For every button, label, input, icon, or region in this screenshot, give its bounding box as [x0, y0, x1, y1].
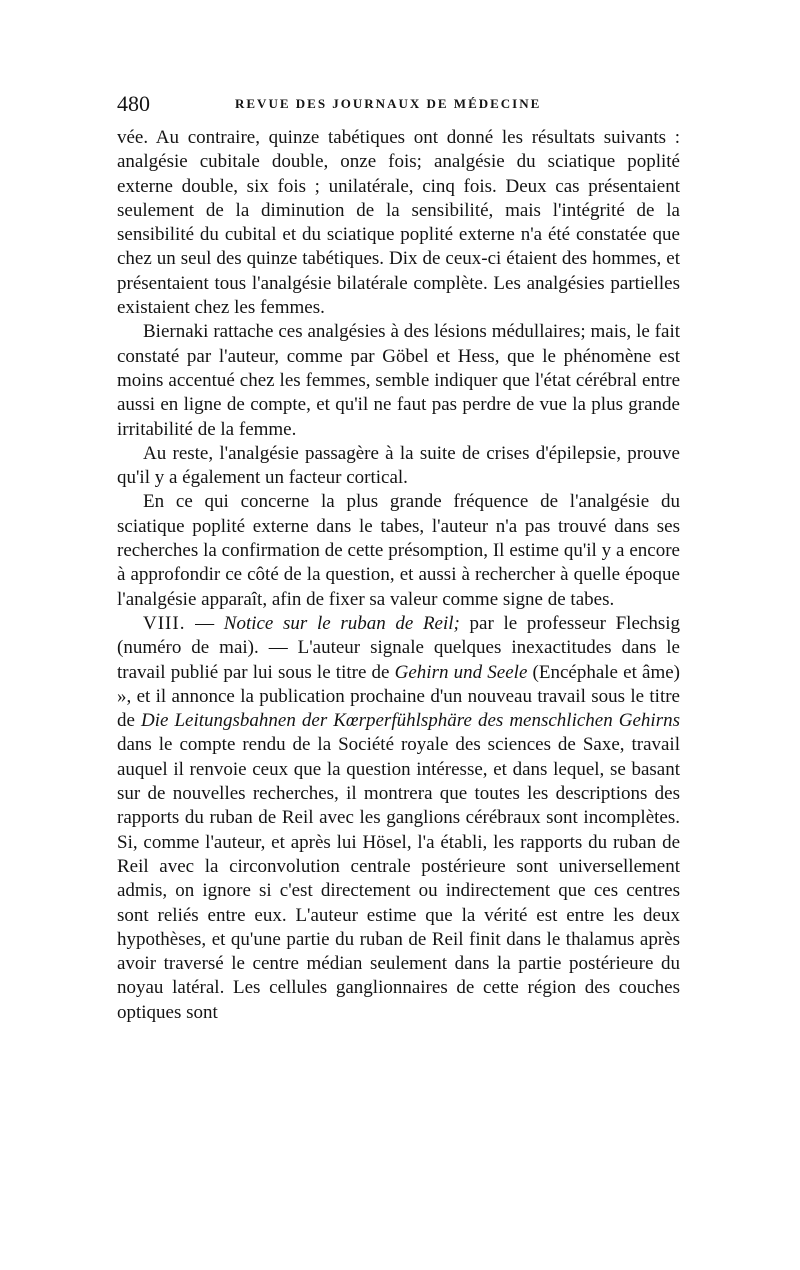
paragraph-1: vée. Au contraire, quinze tabétiques ont donné les résultats suivants : analgésie cubitale double, onze fois; analgésie du sciatique poplité externe double, six fois ; unilatérale, cinq fois. Deux cas présentaient seulement de la diminution de la sensibilité, mais l'intégrité de la sensibilité du cubital et du sciatique poplité externe n'a été constatée que chez un seul des quinze tabétiques. Dix de ceux-ci étaient des hommes, et présentaient tous l'analgésie bilatérale complète. Les analgésies partielles existaient chez les femmes.: [117, 127, 680, 319]
paragraph-2: Biernaki rattache ces analgésies à des lésions médullaires; mais, le fait constaté par l'auteur, comme par Göbel et Hess, que le phénomène est moins accentué chez les femmes, semble indiquer que l'état cérébral entre aussi en ligne de compte, et qu'il ne faut pas perdre de vue la plus grande irritabilité de la femme.: [117, 321, 680, 440]
paragraph-4: En ce qui concerne la plus grande fréquence de l'analgésie du sciatique poplité externe dans le tabes, l'auteur n'a pas trouvé dans ses recherches la confirmation de cette présomption, Il estime qu'il y a encore à approfondir ce côté de la question, et aussi à rechercher à quelle époque l'analgésie apparaît, afin de fixer sa valeur comme signe de tabes.: [117, 491, 680, 610]
book-title-gehirn-und-seele: Gehirn und Seele: [394, 661, 528, 683]
paragraph-3: Au reste, l'analgésie passagère à la suite de crises d'épilepsie, prouve qu'il y a également un facteur cortical.: [117, 442, 680, 489]
body-text: [117, 126, 680, 1025]
paragraph-5-text-1: par le professeur Flechsig (numéro de mai). — L'auteur signale quelques inexactitudes dans le travail publié par lui sous le titre de: [117, 612, 680, 683]
running-title: REVUE DES JOURNAUX DE MÉDECINE: [235, 96, 542, 111]
page-number: 480: [117, 91, 150, 116]
section-title: Notice sur le ruban de Reil;: [223, 612, 460, 634]
section-label: VIII.: [143, 612, 186, 634]
paragraph-5-text-3: dans le compte rendu de la Société royale des sciences de Saxe, travail auquel il renvoie ceux que la question intéresse, et dans lequel, se basant sur de nouvelles recherches, il montrera que toutes les descriptions des rapports du ruban de Reil avec les ganglions cérébraux sont incomplètes. Si, comme l'auteur, et après lui Hösel, l'a établi, les rapports du ruban de Reil avec la circonvolution centrale postérieure sont universellement admis, on ignore si c'est directement ou indirectement que ces centres sont reliés entre eux. L'auteur estime que la vérité est entre les deux hypothèses, et qu'une partie du ruban de Reil finit dans le thalamus après avoir traversé le centre médian seulement dans la partie postérieure du noyau latéral. Les cellules ganglionnaires de cette région des couches optiques sont: [117, 734, 680, 1023]
section-dash: —: [185, 612, 224, 634]
paragraph-5-text-2: (Encéphale et âme) », et il annonce la publication prochaine d'un nouveau travail sous le titre de: [117, 661, 680, 732]
book-title-leitungsbahnen: Die Leitungsbahnen der Kœrperfühlsphäre des menschlichen Gehirns: [140, 710, 680, 732]
page-header: [117, 90, 680, 118]
paragraph-5: [117, 612, 680, 1025]
